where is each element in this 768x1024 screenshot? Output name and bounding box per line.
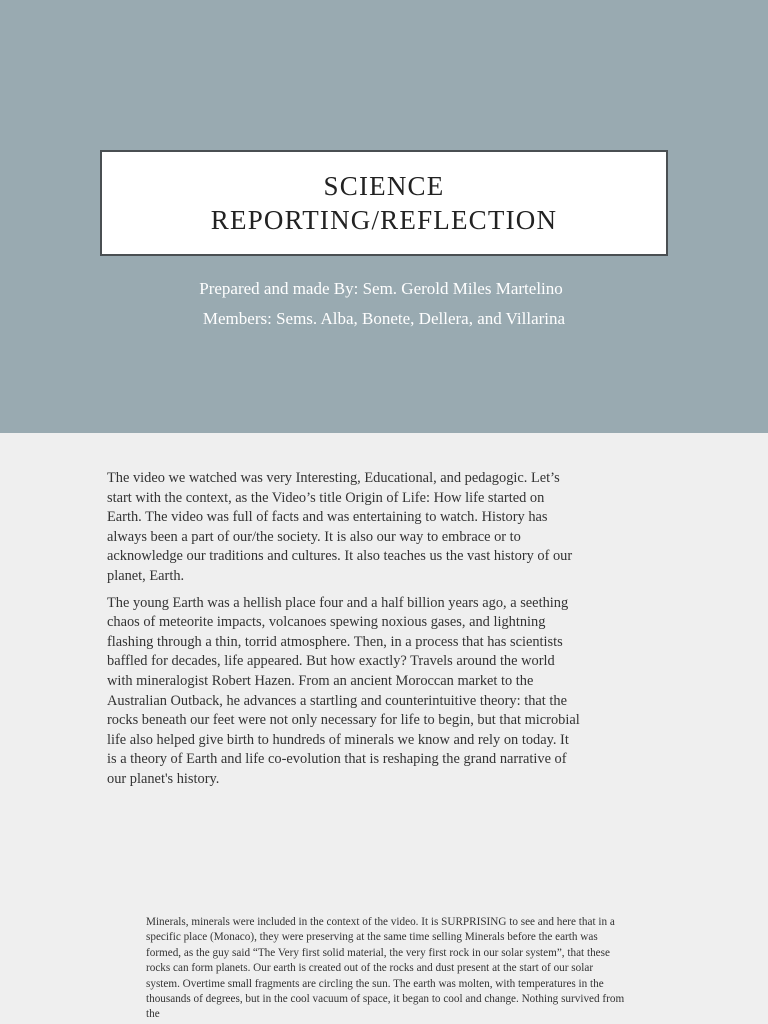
minerals-section bbox=[146, 915, 626, 1023]
paragraph-2: The young Earth was a hellish place four and a half billion years ago, a seething chaos of meteorite impacts, volcanoes spewing noxious gases, and lightning flashing through a thin, torrid atmosphere. Then, in a process that has scientists baffled for decades, life appeared. But how exactly? Travels around the world with mineralogist Robert Hazen. From an ancient Moroccan market to the Australian Outback, he advances a startling and counterintuitive theory: that the rocks beneath our feet were not only necessary for life to begin, but that microbial life also helped give birth to hundreds of minerals we know and rely on today. It is a theory of Earth and life co-evolution that is reshaping the grand narrative of our planet's history. bbox=[107, 594, 580, 787]
members-line: Members: Sems. Alba, Bonete, Dellera, and Villarina bbox=[202, 309, 566, 328]
paragraph-1: The video we watched was very Interesting, Educational, and pedagogic. Let’s start with the context, as the Video’s title Origin of Life: How life started on Earth. The video was full of facts and was entertaining to watch. History has always been a part of our/the society. It is also our way to embrace or to acknowledge our traditions and cultures. It also teaches us the vast history of our planet, Earth. bbox=[107, 470, 573, 584]
title-box bbox=[100, 150, 668, 256]
title-slide-header bbox=[0, 0, 768, 433]
paragraph-minerals: Minerals, minerals were included in the context of the video. It is SURPRISING to see and here that in a specific place (Monaco), they were preserving at the same time selling Minerals before the earth was formed, as the guy said “The Very first solid material, the very first rock in our solar system”, that these rocks can form planets. Our earth is created out of the rocks and dust present at the start of our solar system. Overtime small fragments are circling the sun. The earth was molten, with temperatures in the thousands of degrees, but in the cool vacuum of space, it began to cool and change. Nothing survived from the bbox=[146, 916, 625, 1021]
reflection-body bbox=[107, 469, 582, 797]
document-title: SCIENCE REPORTING/REFLECTION bbox=[210, 171, 558, 235]
prepared-by-line: Prepared and made By: Sem. Gerold Miles Martelino bbox=[199, 279, 563, 298]
